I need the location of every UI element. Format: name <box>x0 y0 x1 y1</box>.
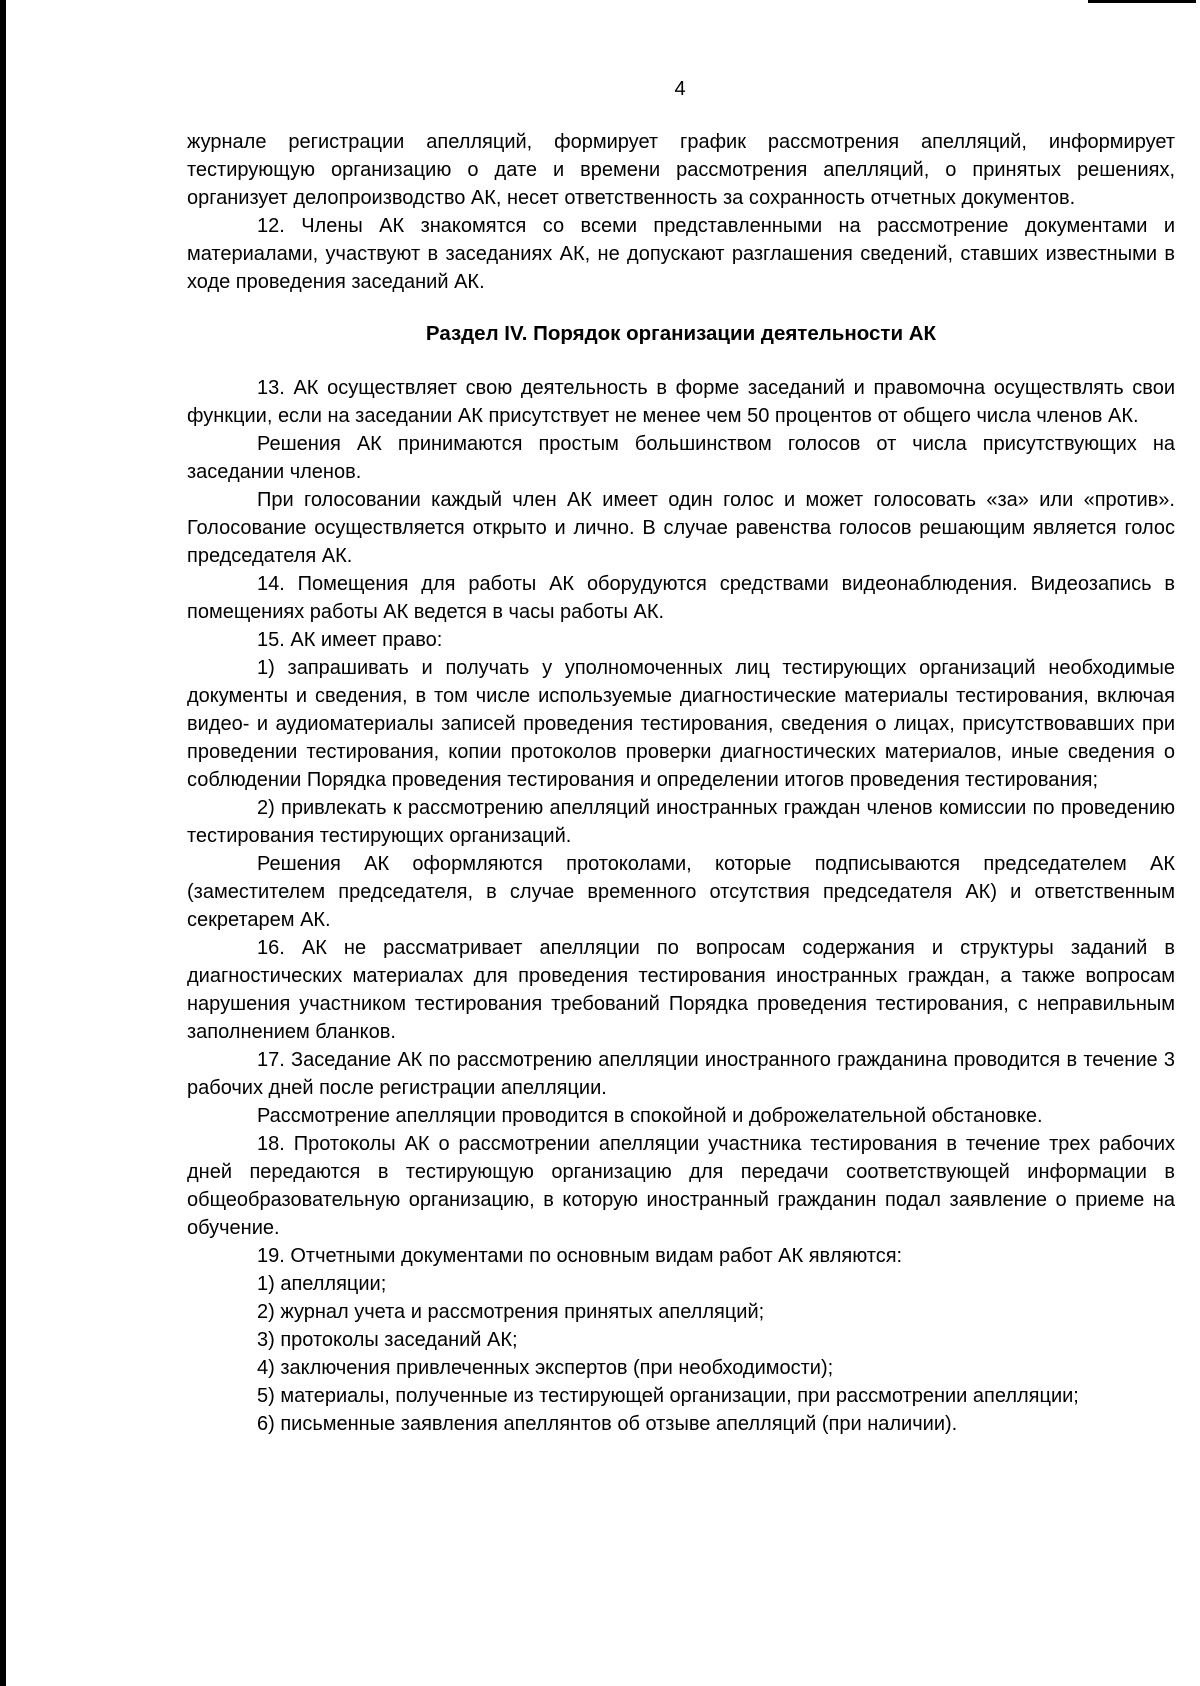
paragraph-item-18: 18. Протоколы АК о рассмотрении апелляции участника тестирования в течение трех рабочих дней передаются в тестирующую организацию для передачи соответствующей информации в общеобразовательную организацию, в которую иностранный гражданин подал заявление о приеме на обучение. <box>187 1133 1175 1239</box>
list-item-5: 5) материалы, полученные из тестирующей организации, при рассмотрении апелляции; <box>257 1385 1079 1407</box>
document-body <box>187 128 1175 1438</box>
paragraph-item-15: 15. АК имеет право: <box>257 629 443 651</box>
paragraph-item-17: 17. Заседание АК по рассмотрению апелляции иностранного гражданина проводится в течение 3 рабочих дней после регистрации апелляции. <box>187 1049 1175 1099</box>
list-item-2: 2) журнал учета и рассмотрения принятых апелляций; <box>257 1301 765 1323</box>
page-number: 4 <box>674 78 686 100</box>
paragraph-continuation: журнале регистрации апелляций, формирует график рассмотрения апелляций, информирует тестирующую организацию о дате и времени рассмотрения апелляций, о принятых решениях, организует делопроизводство АК, несет ответственность за сохранность отчетных документов. <box>187 131 1175 209</box>
paragraph-right-2: 2) привлекать к рассмотрению апелляций иностранных граждан членов комиссии по проведению тестирования тестирующих организаций. <box>187 797 1175 847</box>
paragraph-protocols: Решения АК оформляются протоколами, которые подписываются председателем АК (заместителем председателя, в случае временного отсутствия председателя АК) и ответственным секретарем АК. <box>187 853 1175 931</box>
list-item-3: 3) протоколы заседаний АК; <box>257 1329 518 1351</box>
list-item-6: 6) письменные заявления апеллянтов об отзыве апелляций (при наличии). <box>257 1413 958 1435</box>
paragraph-voting: При голосовании каждый член АК имеет один голос и может голосовать «за» или «против». Голосование осуществляется открыто и лично. В случае равенства голосов решающим является голос председателя АК. <box>187 489 1175 567</box>
scan-top-rule <box>1088 0 1196 3</box>
paragraph-decisions: Решения АК принимаются простым большинством голосов от числа присутствующих на заседании членов. <box>187 433 1175 483</box>
list-item-4: 4) заключения привлеченных экспертов (при необходимости); <box>257 1357 834 1379</box>
paragraph-item-14: 14. Помещения для работы АК оборудуются средствами видеонаблюдения. Видеозапись в помещениях работы АК ведется в часы работы АК. <box>187 573 1175 623</box>
section-heading: Раздел IV. Порядок организации деятельности АК <box>425 322 937 345</box>
paragraph-item-13: 13. АК осуществляет свою деятельность в форме заседаний и правомочна осуществлять свои функции, если на заседании АК присутствует не менее чем 50 процентов от общего числа членов АК. <box>187 377 1175 427</box>
paragraph-item-16: 16. АК не рассматривает апелляции по вопросам содержания и структуры заданий в диагностических материалах для проведения тестирования иностранных граждан, а также вопросам нарушения участником тестирования требований Порядка проведения тестирования, с неправильным заполнением бланков. <box>187 937 1175 1043</box>
scan-left-border <box>0 0 6 1686</box>
paragraph-item-19: 19. Отчетными документами по основным видам работ АК являются: <box>257 1245 903 1267</box>
paragraph-consideration: Рассмотрение апелляции проводится в спокойной и доброжелательной обстановке. <box>257 1105 1043 1127</box>
paragraph-item-12: 12. Члены АК знакомятся со всеми представленными на рассмотрение документами и материалами, участвуют в заседаниях АК, не допускают разглашения сведений, ставших известными в ходе проведения заседаний АК. <box>187 215 1175 293</box>
list-item-1: 1) апелляции; <box>257 1273 387 1295</box>
paragraph-right-1: 1) запрашивать и получать у уполномоченных лиц тестирующих организаций необходимые документы и сведения, в том числе используемые диагностические материалы тестирования, включая видео- и аудиоматериалы записей проведения тестирования, сведения о лицах, присутствовавших при проведении тестирования, копии протоколов проверки диагностических материалов, иные сведения о соблюдении Порядка проведения тестирования и определении итогов проведения тестирования; <box>187 657 1175 791</box>
